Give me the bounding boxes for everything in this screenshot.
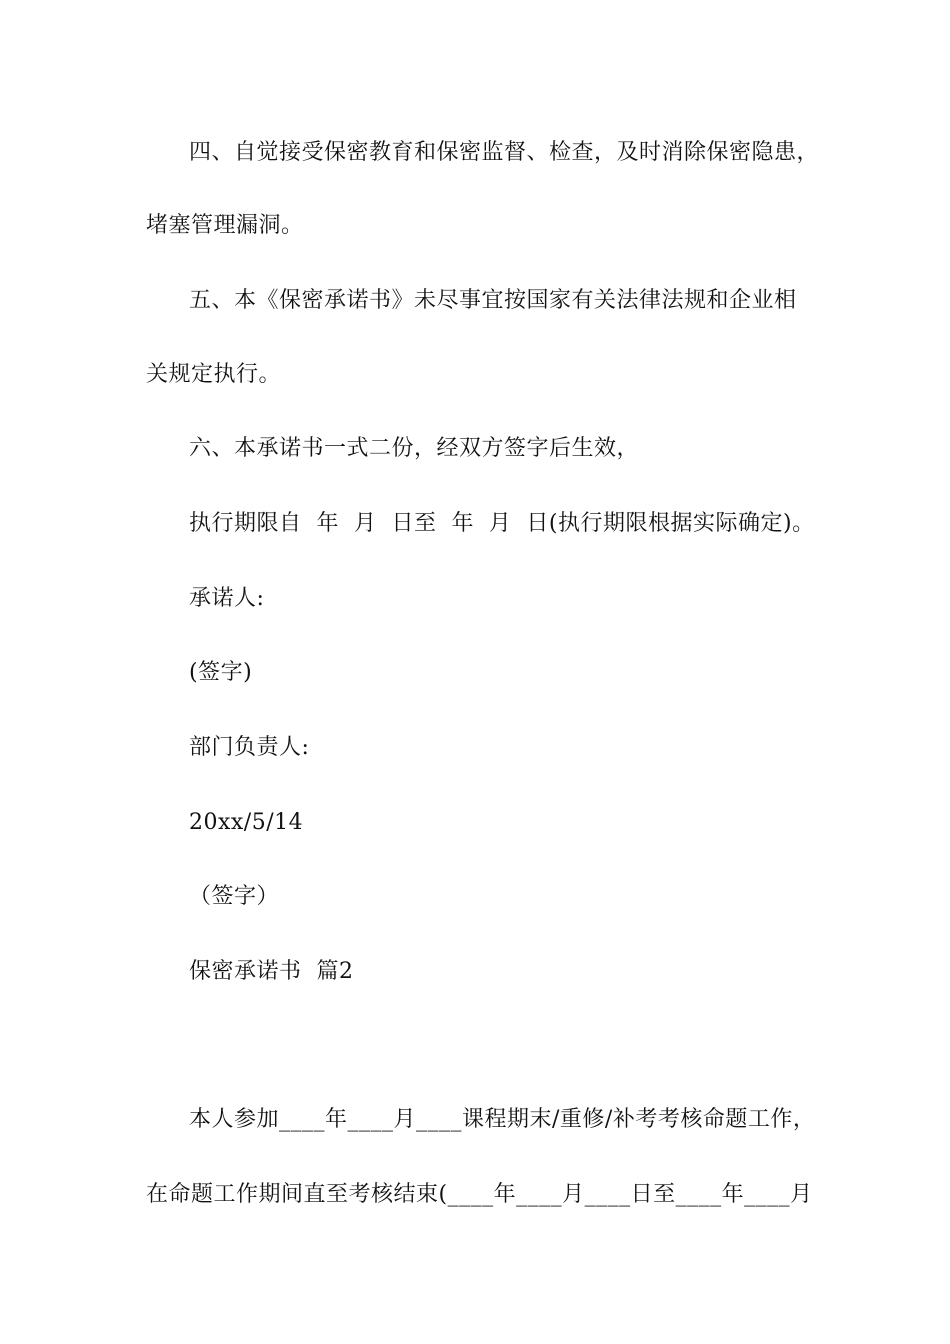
signature-label-2: （签字） [189,884,280,909]
paragraph-4-line-1: 四、自觉接受保密教育和保密监督、检查，及时消除保密隐患， [189,140,820,165]
section-heading-2: 保密承诺书 篇2 [189,959,354,984]
paragraph-5-line-1: 五、本《保密承诺书》未尽事宜按国家有关法律法规和企业相 [189,288,797,313]
paragraph-a-line-1: 本人参加____年____月____课程期末/重修/补考考核命题工作， [189,1107,816,1132]
paragraph-5-line-2: 关规定执行。 [146,362,282,387]
paragraph-4-line-2: 堵塞管理漏洞。 [146,213,304,238]
department-head-label: 部门负责人: [189,735,310,760]
promisor-label: 承诺人: [189,586,265,611]
date-line: 20xx/5/14 [189,810,304,835]
paragraph-6: 六、本承诺书一式二份，经双方签字后生效， [189,436,640,461]
execution-period-line: 执行期限自 年 月 日至 年 月 日(执行期限根据实际确定)。 [189,511,815,536]
paragraph-a-line-2: 在命题工作期间直至考核结束(____年____月____日至____年____月 [146,1182,813,1207]
signature-label-1: (签字) [189,660,253,685]
